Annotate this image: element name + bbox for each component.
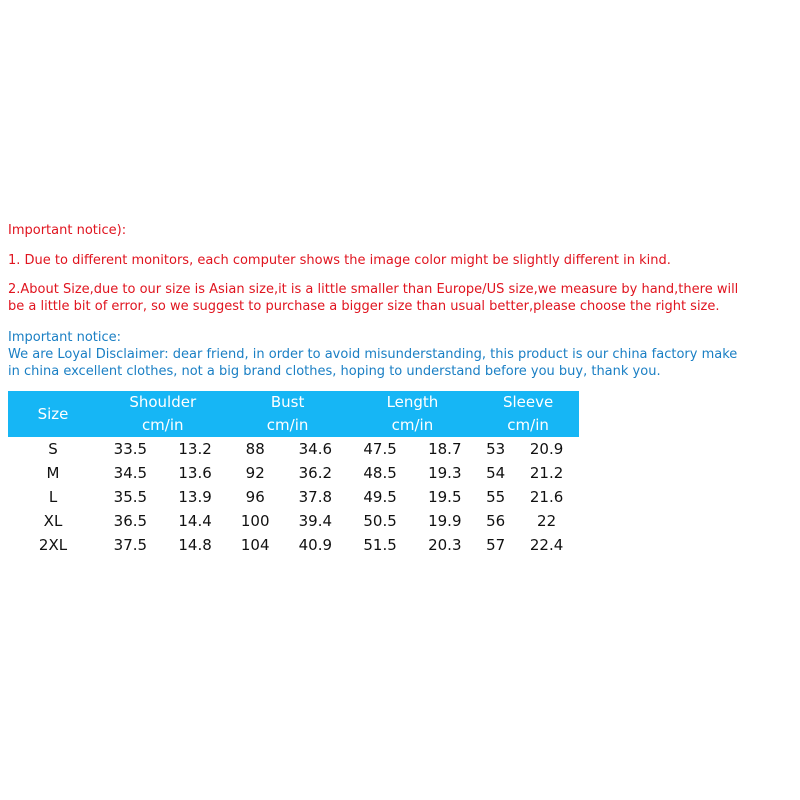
measurement-cell: 13.6 xyxy=(178,464,212,482)
measurement-cell: 19.3 xyxy=(428,464,462,482)
notice-size-line-1: 2.About Size,due to our size is Asian size,it is a little smaller than Europe/US size,we measure by hand,there will xyxy=(8,282,739,297)
notice-monitor-color: 1. Due to different monitors, each computer shows the image color might be slightly different in kind. xyxy=(8,253,671,268)
notice-size-line-2: be a little bit of error, so we suggest to purchase a bigger size than usual better,please choose the right size. xyxy=(8,299,720,314)
measurement-cell: 19.9 xyxy=(428,512,462,530)
measurement-cell: 51.5 xyxy=(363,536,397,554)
size-label-cell: M xyxy=(46,464,60,482)
measurement-cell: 19.5 xyxy=(428,488,462,506)
measurement-cell: 33.5 xyxy=(113,440,148,458)
bust-header: Bust xyxy=(227,391,347,414)
size-header: Size xyxy=(8,391,98,437)
length-header: Length xyxy=(348,391,477,414)
shoulder-header: Shoulder xyxy=(98,391,227,414)
disclaimer-line-2: in china excellent clothes, not a big brand clothes, hoping to understand before you buy, thank you. xyxy=(8,364,661,379)
measurement-cell: 54 xyxy=(486,464,506,482)
measurement-cell: 92 xyxy=(245,464,265,482)
measurement-cell: 20.9 xyxy=(529,440,564,458)
size-label-cell: L xyxy=(48,488,58,506)
measurement-cell: 96 xyxy=(245,488,265,506)
bust-unit: cm/in xyxy=(227,414,347,437)
size-table-body xyxy=(8,437,579,557)
important-notice-2-title: Important notice: xyxy=(8,330,122,345)
measurement-cell: 53 xyxy=(486,440,506,458)
measurement-cell: 57 xyxy=(486,536,506,554)
measurement-cell: 18.7 xyxy=(428,440,462,458)
measurement-cell: 34.5 xyxy=(113,464,148,482)
measurement-cell: 36.5 xyxy=(113,512,148,530)
size-chart-table xyxy=(8,391,579,557)
measurement-cell: 14.4 xyxy=(178,512,212,530)
measurement-cell: 37.8 xyxy=(298,488,333,506)
measurement-cell: 88 xyxy=(245,440,265,458)
table-row xyxy=(8,461,579,485)
sleeve-header: Sleeve xyxy=(477,391,579,414)
measurement-cell: 56 xyxy=(486,512,506,530)
measurement-cell: 13.2 xyxy=(178,440,212,458)
measurement-cell: 21.2 xyxy=(529,464,564,482)
size-label-cell: 2XL xyxy=(38,536,68,554)
sleeve-unit: cm/in xyxy=(477,414,579,437)
measurement-cell: 21.6 xyxy=(529,488,564,506)
table-header-row-1 xyxy=(8,391,579,414)
measurement-cell: 55 xyxy=(486,488,506,506)
length-unit: cm/in xyxy=(348,414,477,437)
measurement-cell: 100 xyxy=(240,512,270,530)
table-row xyxy=(8,437,579,461)
size-label-cell: XL xyxy=(43,512,63,530)
measurement-cell: 35.5 xyxy=(113,488,148,506)
table-row xyxy=(8,533,579,557)
measurement-cell: 49.5 xyxy=(363,488,397,506)
measurement-cell: 37.5 xyxy=(113,536,148,554)
measurement-cell: 20.3 xyxy=(428,536,462,554)
measurement-cell: 22.4 xyxy=(529,536,564,554)
disclaimer-line-1: We are Loyal Disclaimer: dear friend, in order to avoid misunderstanding, this product is our china factory make xyxy=(8,347,738,362)
table-row xyxy=(8,485,579,509)
measurement-cell: 22 xyxy=(537,512,557,530)
table-row xyxy=(8,509,579,533)
measurement-cell: 50.5 xyxy=(363,512,397,530)
important-notice-title: Important notice): xyxy=(8,223,127,238)
measurement-cell: 36.2 xyxy=(298,464,333,482)
measurement-cell: 39.4 xyxy=(298,512,333,530)
measurement-cell: 34.6 xyxy=(298,440,333,458)
measurement-cell: 48.5 xyxy=(363,464,397,482)
shoulder-unit: cm/in xyxy=(98,414,227,437)
measurement-cell: 40.9 xyxy=(298,536,333,554)
measurement-cell: 47.5 xyxy=(363,440,397,458)
measurement-cell: 14.8 xyxy=(178,536,212,554)
size-label-cell: S xyxy=(48,440,58,458)
measurement-cell: 13.9 xyxy=(178,488,212,506)
measurement-cell: 104 xyxy=(240,536,270,554)
